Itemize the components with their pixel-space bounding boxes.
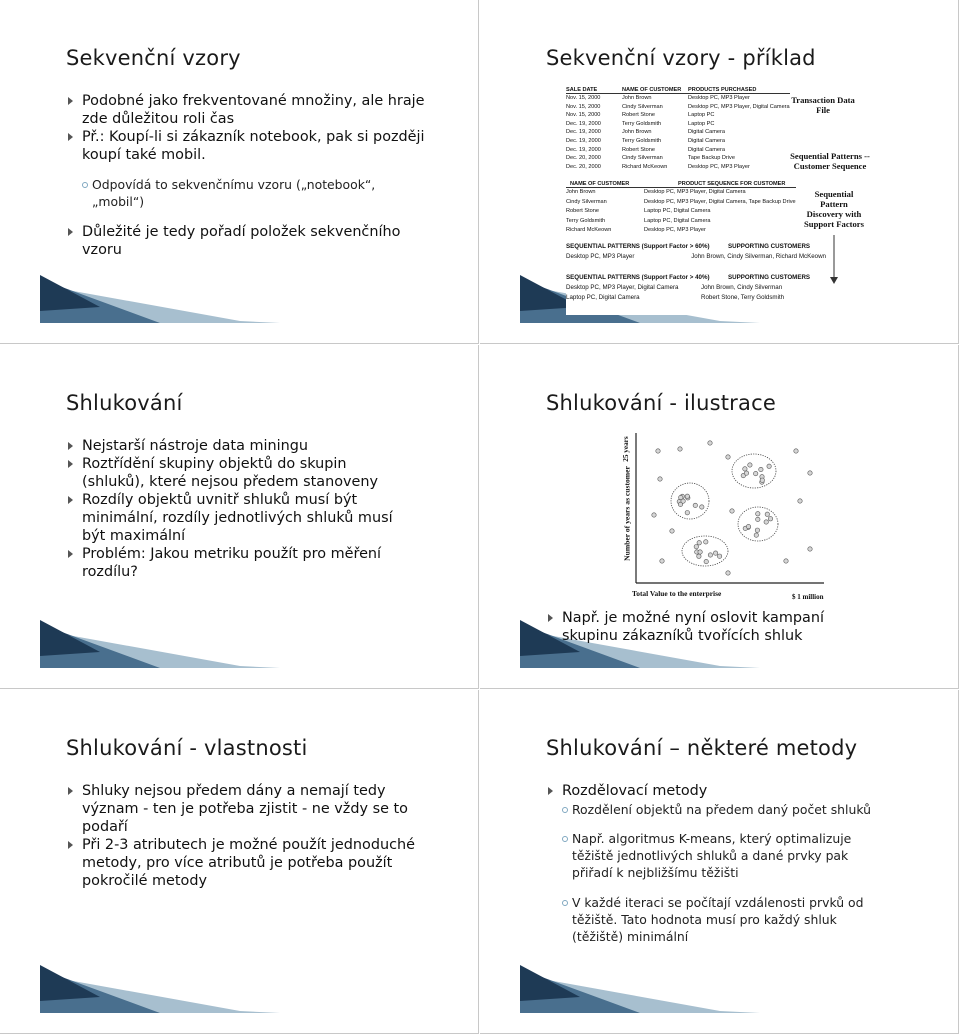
table-cell: Cindy Silverman <box>566 198 607 205</box>
customer-point <box>685 511 689 515</box>
customer-point <box>756 512 760 516</box>
customer-point <box>730 509 734 513</box>
transaction-row <box>566 120 790 129</box>
customer-point <box>768 517 772 521</box>
table-cell: Desktop PC, MP3 Player, Digital Camera, Tape Backup Drive <box>644 198 796 205</box>
slide-decoration-wave <box>40 965 280 1013</box>
sequential-pattern-figure <box>566 85 876 315</box>
table-cell: John Brown <box>622 95 652 101</box>
table-cell: Tape Backup Drive <box>688 155 735 162</box>
customer-point <box>708 553 712 557</box>
sub-bullet-item: V každé iteraci se počítají vzdálenosti prvků od těžiště. Tato hodnota musí pro každý shluk (těžiště) minimální <box>546 894 886 945</box>
table-cell: Terry Goldsmith <box>622 137 662 144</box>
customer-point <box>694 545 698 549</box>
bullet-list <box>546 782 886 957</box>
circle-bullet-icon <box>562 807 568 813</box>
bullet-list <box>66 92 426 259</box>
table-cell: Dec. 19, 2000 <box>566 120 601 127</box>
customer-point <box>798 499 802 503</box>
sub-bullet-item: Odpovídá to sekvenčnímu vzoru („notebook“, „mobil“) <box>66 176 426 210</box>
slide-sekvencni-vzory-priklad <box>480 0 959 344</box>
transaction-row <box>566 163 790 172</box>
arrow-bullet-icon <box>548 787 553 795</box>
customer-point <box>765 512 769 516</box>
transaction-row <box>566 137 790 146</box>
circle-bullet-icon <box>562 900 568 906</box>
bullet-item: Podobné jako frekventované množiny, ale hraje zde důležitou roli čas <box>66 92 426 128</box>
bullet-list <box>66 782 416 890</box>
side-label-discovery: Sequential Pattern Discovery with Support Factors <box>804 189 864 229</box>
sub-bullet-item: Např. algoritmus K-means, který optimalizuje těžiště jednotlivých shluků a dané prvky pak přiřadí k nejbližšímu těžišti <box>546 830 886 881</box>
arrow-bullet-icon <box>68 133 73 141</box>
arrow-bullet-icon <box>68 550 73 558</box>
side-label-transaction: Transaction Data File <box>791 95 855 115</box>
customer-point <box>678 447 682 451</box>
bullet-item: Nejstarší nástroje data miningu <box>66 437 411 455</box>
customer-point <box>713 551 717 555</box>
customer-point <box>808 471 812 475</box>
table-cell: Digital Camera <box>688 146 725 153</box>
table-cell: Robert Stone <box>566 208 599 215</box>
table-cell: Richard McKeown <box>622 163 668 170</box>
slide-title: Shlukování – některé metody <box>546 736 858 760</box>
table-cell: Robert Stone <box>622 112 655 119</box>
customer-point <box>700 505 704 509</box>
customer-point <box>754 533 758 537</box>
transaction-row <box>566 146 790 155</box>
table-cell: Terry Goldsmith <box>566 217 606 224</box>
customer-point <box>693 503 697 507</box>
table-cell: Richard McKeown <box>566 227 612 234</box>
customer-sequence-table: NAME OF CUSTOMER PRODUCT SEQUENCE FOR CUSTOMER John Brown Desktop PC, MP3 Player, Digital Camera Cindy Silverman Desktop PC, MP3 Player, Digital Camera, Tape Backup Drive Robert Stone Laptop PC, Digital Camera Terry Goldsmith Laptop PC, Digital Camera Richard McKeown Desktop PC, MP3 Player <box>566 181 796 236</box>
bullet-list <box>66 437 411 581</box>
customer-point <box>698 550 702 554</box>
slide-shlukovani-vlastnosti <box>0 690 479 1034</box>
table-cell: Dec. 19, 2000 <box>566 129 601 136</box>
sequence-row <box>566 226 796 236</box>
customer-point <box>652 513 656 517</box>
bullet-item: Při 2-3 atributech je možné použít jednoduché metody, pro více atributů je potřeba použít pokročilé metody <box>66 836 416 890</box>
transaction-row <box>566 128 790 137</box>
bullet-item: Shluky nejsou předem dány a nemají tedy význam - ten je potřeba zjistit - ne vždy se to podaří <box>66 782 416 836</box>
table-cell: Desktop PC, MP3 Player <box>644 227 706 234</box>
table-cell: Nov. 15, 2000 <box>566 112 601 119</box>
table-cell: Laptop PC, Digital Camera <box>644 217 711 224</box>
sequence-row <box>566 217 796 227</box>
table-cell: Laptop PC <box>688 120 715 127</box>
customer-point <box>708 441 712 445</box>
scatter-plot <box>610 431 830 603</box>
arrow-bullet-icon <box>68 442 73 450</box>
table-cell: Desktop PC, MP3 Player, Digital Camera <box>644 189 746 195</box>
side-label-customer-sequence: Sequential Patterns -- Customer Sequence <box>790 151 870 171</box>
circle-bullet-icon <box>562 836 568 842</box>
arrow-bullet-icon <box>68 787 73 795</box>
slide-decoration-wave <box>40 275 280 323</box>
customer-point <box>754 471 758 475</box>
slide-decoration-wave <box>520 965 760 1013</box>
slide-title: Sekvenční vzory <box>66 46 241 70</box>
slide-title: Shlukování - vlastnosti <box>66 736 308 760</box>
bullet-item: Důležité je tedy pořadí položek sekvenčního vzoru <box>66 223 426 259</box>
support-40-block: SEQUENTIAL PATTERNS (Support Factor > 40%) SUPPORTING CUSTOMERS Desktop PC, MP3 Player, Digital Camera John Brown, Cindy Silverman Laptop PC, Digital Camera Robert Stone, Terry Goldsmith <box>566 274 811 301</box>
transaction-row <box>566 94 790 103</box>
customer-point <box>670 529 674 533</box>
sequence-row <box>566 207 796 217</box>
bullet-item: Roztřídění skupiny objektů do skupin (shluků), které nejsou předem stanoveny <box>66 455 411 491</box>
customer-point <box>764 520 768 524</box>
bullet-item: Problém: Jakou metriku použít pro měření rozdílu? <box>66 545 411 581</box>
y-axis-label: Number of years as customer <box>622 466 632 561</box>
table-cell: Laptop PC <box>688 112 715 119</box>
slide-shlukovani <box>0 345 479 689</box>
arrow-bullet-icon <box>68 97 73 105</box>
bullet-item: Rozdíly objektů uvnitř shluků musí být minimální, rozdíly jednotlivých shluků musí být maximální <box>66 491 411 545</box>
table-cell: Dec. 19, 2000 <box>566 146 601 153</box>
table-cell: John Brown <box>566 189 596 195</box>
customer-point <box>759 467 763 471</box>
customer-point <box>704 559 708 563</box>
table-cell: Nov. 15, 2000 <box>566 103 601 110</box>
customer-point <box>746 524 750 528</box>
bullet-item: Př.: Koupí-li si zákazník notebook, pak si později koupí také mobil. <box>66 128 426 164</box>
sequence-row <box>566 198 796 208</box>
customer-point <box>767 464 771 468</box>
sequence-row <box>566 188 796 198</box>
table-cell: Cindy Silverman <box>622 155 663 162</box>
support-60-block: SEQUENTIAL PATTERNS (Support Factor > 60%) SUPPORTING CUSTOMERS Desktop PC, MP3 Player John Brown, Cindy Silverman, Richard McKeown <box>566 243 826 260</box>
table-cell: Cindy Silverman <box>622 103 663 110</box>
customer-point <box>704 540 708 544</box>
customer-point <box>808 547 812 551</box>
slide-title: Sekvenční vzory - příklad <box>546 46 816 70</box>
slide-title: Shlukování <box>66 391 183 415</box>
cluster-scatter-figure <box>610 431 830 603</box>
table-cell: Nov. 15, 2000 <box>566 95 601 101</box>
slide-shlukovani-nektere-metody <box>480 690 959 1034</box>
transaction-row <box>566 111 790 120</box>
customer-point <box>656 449 660 453</box>
customer-point <box>743 467 747 471</box>
table-cell: Dec. 20, 2000 <box>566 155 601 162</box>
table-cell: Desktop PC, MP3 Player <box>688 163 750 170</box>
slide-decoration-wave <box>40 620 280 668</box>
table-cell: John Brown <box>622 129 652 136</box>
customer-point <box>794 449 798 453</box>
customer-point <box>697 554 701 558</box>
table-cell: Desktop PC, MP3 Player, Digital Camera <box>688 103 790 110</box>
x-axis-label: Total Value to the enterprise <box>632 589 722 598</box>
customer-point <box>726 455 730 459</box>
customer-point <box>784 559 788 563</box>
arrow-bullet-icon <box>68 496 73 504</box>
table-cell: Digital Camera <box>688 137 725 144</box>
customer-point <box>685 494 689 498</box>
table-cell: Dec. 20, 2000 <box>566 163 601 170</box>
customer-point <box>717 554 721 558</box>
circle-bullet-icon <box>82 182 88 188</box>
customer-point <box>748 463 752 467</box>
customer-point <box>756 517 760 521</box>
cluster-outline <box>671 483 709 519</box>
x-axis-right-label: $ 1 million <box>792 593 824 601</box>
customer-point <box>744 471 748 475</box>
table-cell: Laptop PC, Digital Camera <box>644 208 711 215</box>
arrow-bullet-icon <box>68 228 73 236</box>
arrow-bullet-icon <box>68 841 73 849</box>
down-arrow-icon <box>828 235 840 285</box>
table-cell: Terry Goldsmith <box>622 120 662 127</box>
customer-point <box>660 559 664 563</box>
slide-title: Shlukování - ilustrace <box>546 391 776 415</box>
transaction-row <box>566 154 790 163</box>
cluster-outline <box>732 454 776 488</box>
transaction-table: SALE DATE NAME OF CUSTOMER PRODUCTS PURCHASED Nov. 15, 2000 John Brown Desktop PC, MP3 Player Nov. 15, 2000 Cindy Silverman Desktop PC, MP3 Player, Digital Camera Nov. 15, 2000 Robert Stone Laptop PC Dec. 19, 2000 Terry Goldsmith Laptop PC Dec. 19, 2000 John Brown Digital Camera Dec. 19, 2000 Terry Goldsmith Digital Camera Dec. 19, 2000 Robert Stone Digital Camera Dec. 20, 2000 Cindy Silverman Tape Backup Drive Dec. 20, 2000 Richard McKeown Desktop PC, MP3 Player <box>566 87 790 170</box>
customer-point <box>679 495 683 499</box>
table-cell: Desktop PC, MP3 Player <box>688 95 750 101</box>
arrow-bullet-icon <box>548 614 553 622</box>
y-axis-top-label: 25 years <box>622 436 630 462</box>
slide-sekvencni-vzory <box>0 0 479 344</box>
customer-point <box>726 571 730 575</box>
table-cell: Robert Stone <box>622 146 655 153</box>
bullet-item: Rozdělovací metody <box>546 782 886 800</box>
customer-point <box>755 528 759 532</box>
customer-point <box>658 477 662 481</box>
arrow-bullet-icon <box>68 460 73 468</box>
customer-point <box>760 478 764 482</box>
transaction-row <box>566 103 790 112</box>
table-cell: Dec. 19, 2000 <box>566 137 601 144</box>
caption-bullet: Např. je možné nyní oslovit kampaní skupinu zákazníků tvořících shluk <box>546 609 866 645</box>
slide-shlukovani-ilustrace <box>480 345 959 689</box>
sub-bullet-item: Rozdělení objektů na předem daný počet shluků <box>546 801 886 818</box>
table-cell: Digital Camera <box>688 129 725 136</box>
customer-point <box>697 541 701 545</box>
